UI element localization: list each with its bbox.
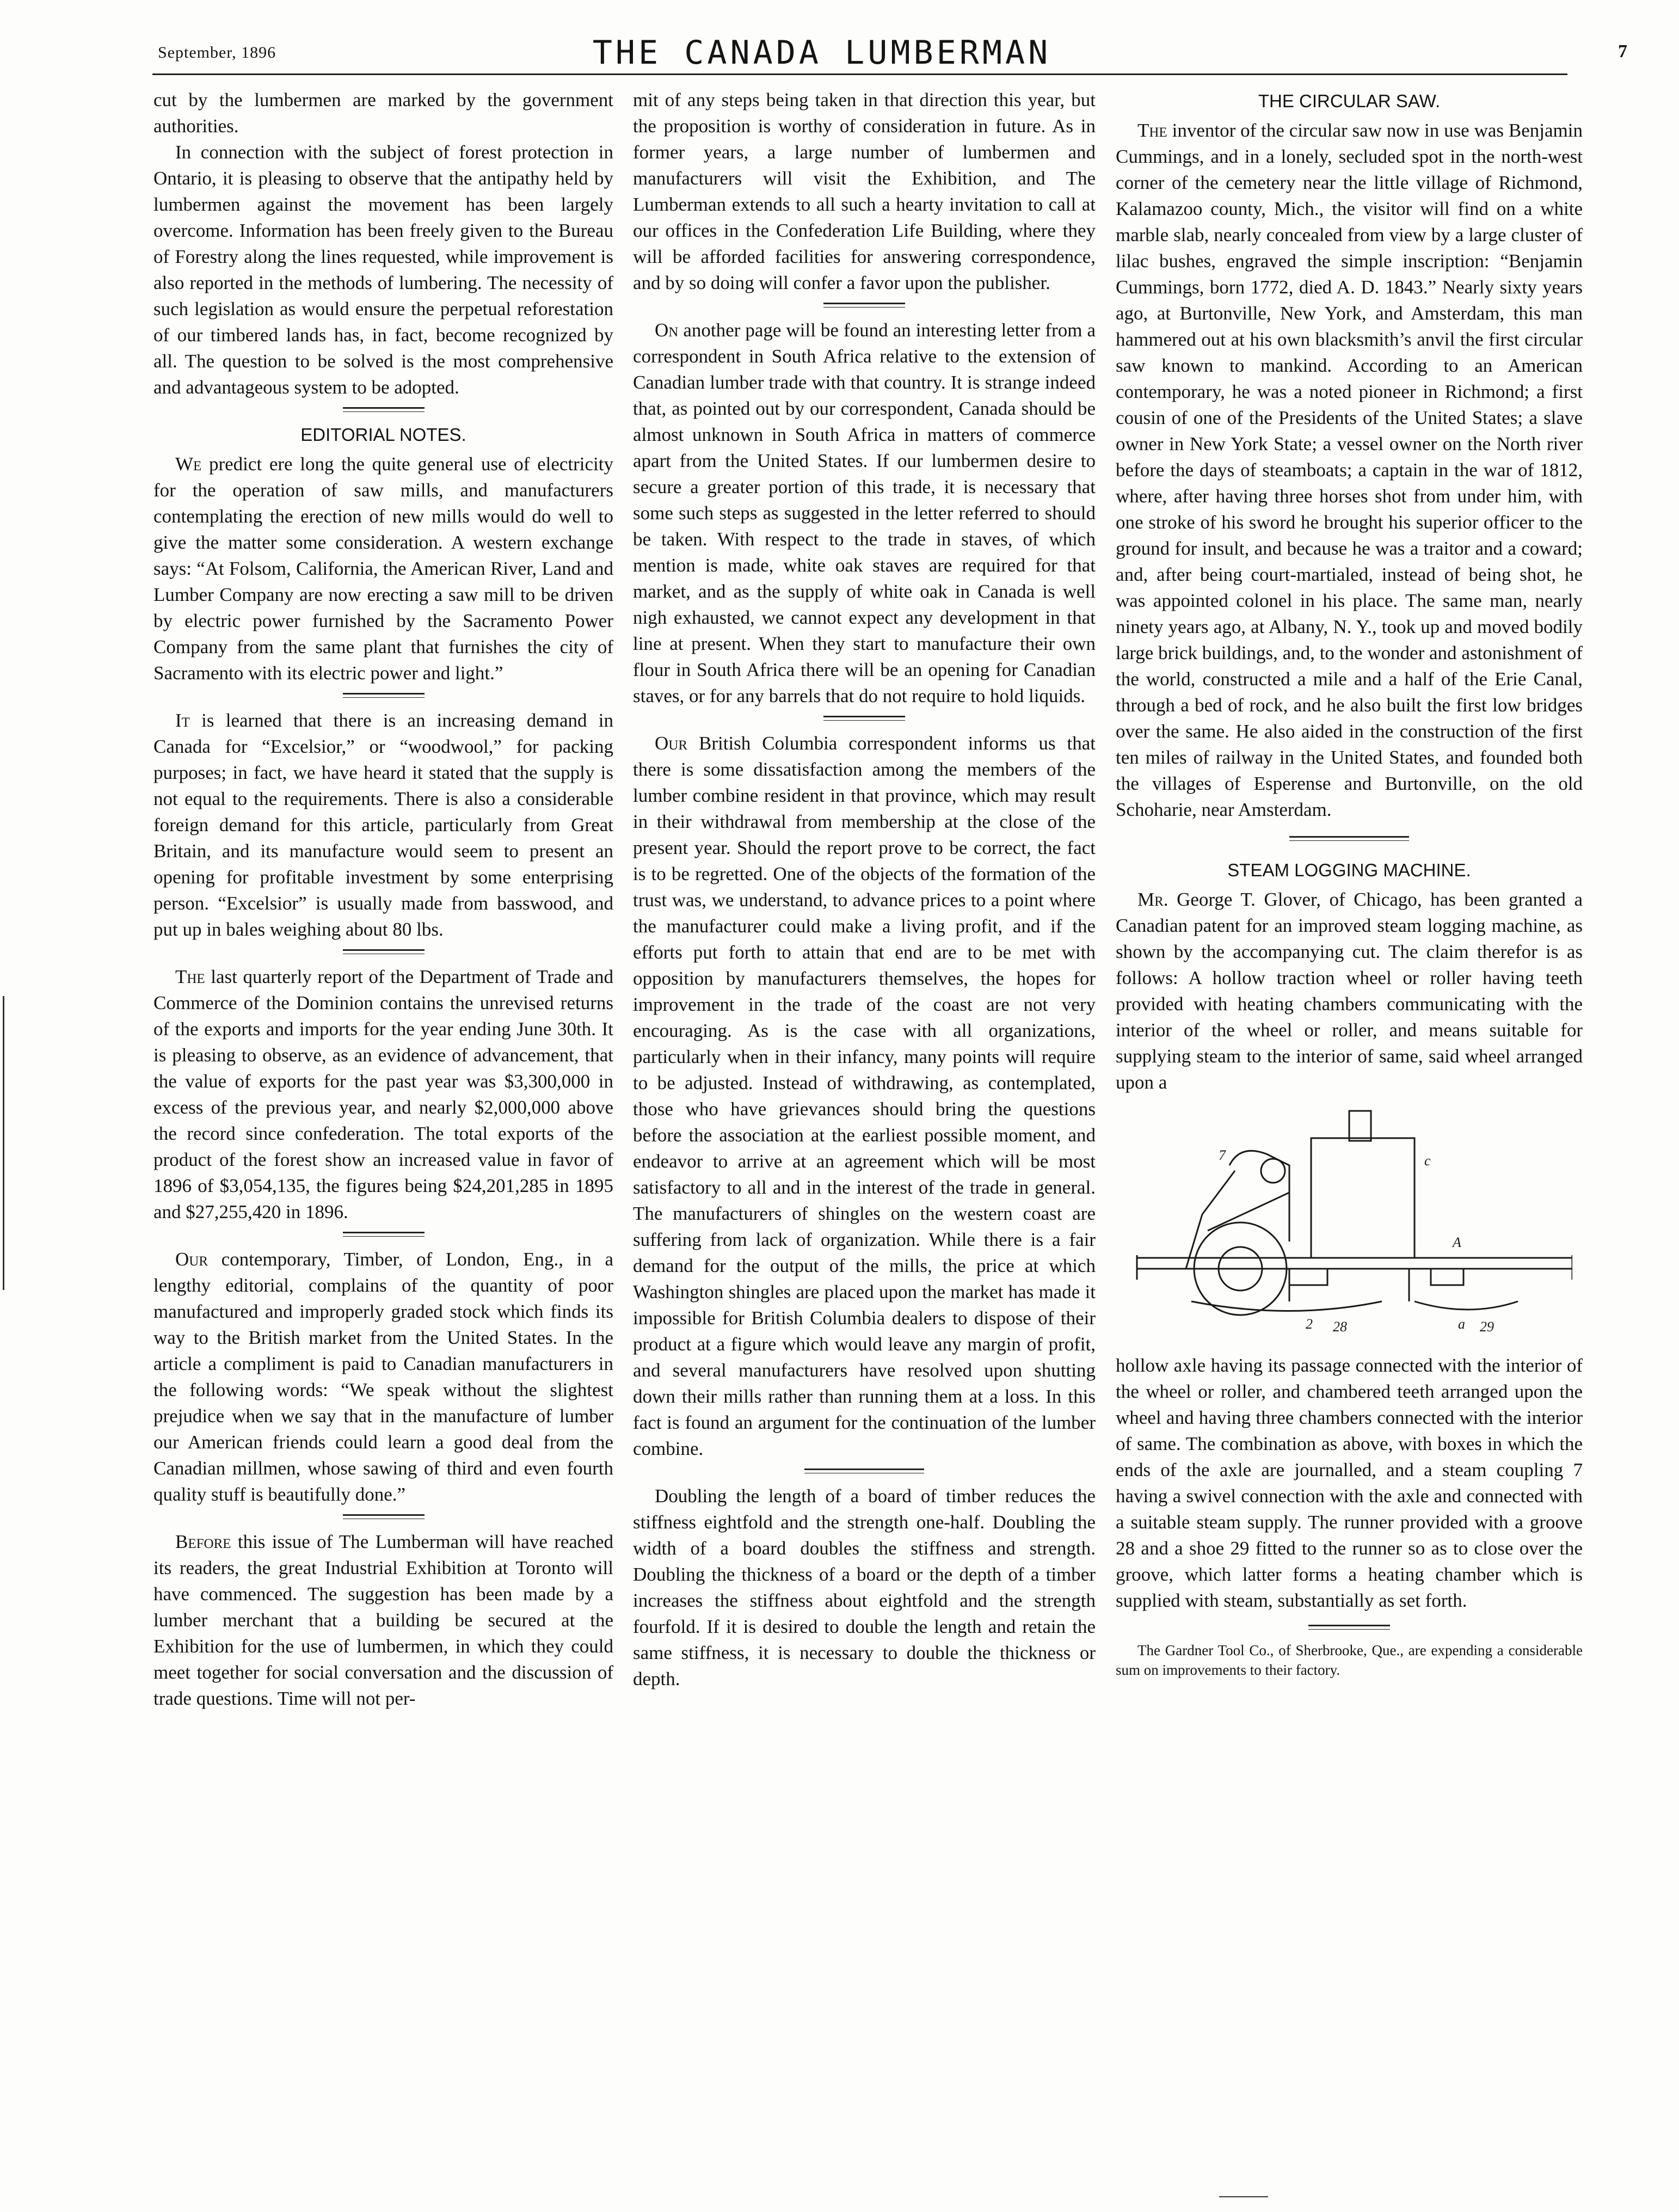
- figure-label: c: [1424, 1153, 1431, 1169]
- publication-title: THE CANADA LUMBERMAN: [592, 34, 1051, 72]
- figure-label: a: [1458, 1316, 1465, 1332]
- forest-protection-paragraph: In connection with the subject of forest protection in Ontario, it is pleasing to observe that the antipathy held by lumbermen against the movement has been largely overcome. Information has been freely given to the Bureau of Forestry along the lines requested, while improvement is also reported in the methods of lumbering. The necessity of such legislation as would ensure the perpetual reforestation of our timbered lands has, in fact, become recognized by all. The question to be solved is the most comprehensive and advantageous system to be adopted.: [153, 142, 613, 398]
- steam-logging-paragraph: Mr. George T. Glover, of Chicago, has been granted a Canadian patent for an improved steam logging machine, as shown by the accompanying cut. The claim therefor is as follows: A hollow traction wheel or roller having teeth provided with heating chambers communicating with the interior of the wheel or roller, and means suitable for supplying steam to the interior of same, said wheel arranged upon a: [1116, 889, 1583, 1093]
- section-divider: [804, 1468, 924, 1473]
- board-stiffness-paragraph: Doubling the length of a board of timber reduces the stiffness eightfold and the strength one-half. Doubling the width of a board doubles the stiffness and strength. Doubling the thickness of a board or the depth of a timber increases the stiffness about eightfold and the strength fourfold. If it is desired to double the length and retain the same stiffness, it is necessary to double the thickness or depth.: [633, 1485, 1096, 1689]
- excelsior-paragraph: It is learned that there is an increasing demand in Canada for “Excelsior,” or “woodwool,” for packing purposes; in fact, we have heard it stated that the supply is not equal to the requirements. There is also a considerable foreign demand for this article, particularly from Great Britain, and its manufacture would seem to present an opening for profitable investment by some enterprising person. “Excelsior” is usually made from basswood, and put up in bales weighing about 80 lbs.: [153, 710, 613, 940]
- section-divider: [343, 949, 425, 954]
- exhibition-paragraph: Before this issue of The Lumberman will have reached its readers, the great Industrial Exhibition at Toronto will have commenced. The suggestion has been made by a lumber merchant that a building be secured at the Exhibition for the use of lumbermen, in which they could meet together for social conversation and the discussion of trade questions. Time will not per-: [153, 1531, 613, 1709]
- section-divider: [343, 1232, 425, 1237]
- circular-saw-heading: THE CIRCULAR SAW.: [1258, 91, 1441, 111]
- steam-logging-machine-illustration: [1126, 1105, 1572, 1345]
- british-columbia-paragraph: Our British Columbia correspondent informs us that there is some dissatisfaction among the members of the lumber combine resident in that province, which may result in their withdrawal from membership at the close of the present year. Should the report prove to be correct, the fact is to be regretted. One of the objects of the formation of the trust was, we understand, to advance prices to a point where the manufacturer could make a living profit, and if the efforts put forth to attain that end are to be met with opposition by manufacturers themselves, the hopes for improvement in the trade of the coast are not very encouraging. As is the case with all organizations, particularly when in their infancy, many points will require to be adjusted. Instead of withdrawing, as contemplated, those who have grievances should bring the questions before the association at the earliest possible moment, and endeavor to arrive at an agreement which will be most satisfactory to all and in the interest of the trade in general. The manufacturers of shingles on the western coast are suffering from lack of organization. While there is a fair demand for the output of the mills, the price at which Washington shingles are placed upon the market has made it impossible for British Columbia dealers to dispose of their product at a figure which would leave any margin of profit, and several manufacturers have resolved upon shutting down their mills rather than running them at a loss. In this fact is found an argument for the continuation of the lumber combine.: [633, 733, 1096, 1459]
- steam-logging-continued: hollow axle having its passage connected with the interior of the wheel or roller, and chambered teeth arranged upon the wheel and having three chambers connected with the interior of same. The combination as above, with boxes in which the ends of the axle are journalled, and a steam coupling 7 having a swivel connection with the axle and connected with a suitable steam supply. The runner provided with a groove 28 and a shoe 29 fitted to the runner so as to close over the groove, which latter forms a heating chamber which is supplied with steam, substantially as set forth.: [1116, 1355, 1583, 1611]
- column-2: [633, 87, 1096, 1692]
- figure-label: 29: [1480, 1319, 1494, 1335]
- section-divider: [343, 407, 425, 412]
- figure-label: A: [1453, 1234, 1461, 1250]
- section-divider: [1289, 836, 1409, 841]
- circular-saw-paragraph: The inventor of the circular saw now in use was Benjamin Cummings, and in a lonely, secluded spot in the north-west corner of the cemetery near the little village of Richmond, Kalamazoo county, Mich., the visitor will find on a white marble slab, nearly concealed from view by a large cluster of lilac bushes, engraved the simple inscription: “Benjamin Cummings, born 1772, died A. D. 1843.” Nearly sixty years ago, at Burtonville, New York, and Amsterdam, this man hammered out at his own blacksmith’s anvil the first circular saw known to mankind. According to an American contemporary, he was a noted pioneer in Richmond; a first cousin of one of the Presidents of the United States; a slave owner in New York State; a vessel owner on the North river before the days of steamboats; a captain in the war of 1812, where, after having three horses shot from under him, with one stroke of his sword he brought his superior officer to the ground for insult, and because he was a traitor and a coward; and, after being court-martialed, instead of being shot, he was appointed colonel in his place. The same man, nearly ninety years ago, at Albany, N. Y., took up and moved bodily large brick buildings, and, to the wonder and astonishment of the world, constructed a mile and a half of the Erie Canal, through a bed of rock, and he also built the first low bridges over the same. He also aided in the construction of the first ten miles of railway in the United States, and founded both the villages of Esperense and Burtonville, on the old Schoharie, near Amsterdam.: [1116, 120, 1583, 820]
- column-3: [1116, 87, 1583, 1680]
- scan-edge-mark: [3, 996, 4, 1290]
- footer-mark: [1219, 2196, 1268, 2197]
- masthead: [49, 34, 1633, 72]
- issue-date: September, 1896: [158, 44, 276, 62]
- column-1: [153, 87, 613, 1712]
- steam-logging-heading: STEAM LOGGING MACHINE.: [1227, 860, 1471, 880]
- timber-editorial-paragraph: Our contemporary, Timber, of London, Eng., in a lengthy editorial, complains of the quantity of poor manufactured and improperly graded stock which finds its way to the British market from the United States. In the article a compliment is paid to Canadian manufacturers in the following words: “We speak without the slightest prejudice when we say that in the manufacture of lumber our American friends could learn a good deal from the Canadian millmen, whose sawing of third and even fourth quality stuff is beautifully done.”: [153, 1249, 613, 1505]
- page-number: 7: [1618, 41, 1627, 62]
- gardner-tool-note: The Gardner Tool Co., of Sherbrooke, Que., are expending a considerable sum on improvements to their factory.: [1116, 1642, 1583, 1678]
- section-divider: [1308, 1625, 1390, 1630]
- section-divider: [343, 1514, 425, 1519]
- editorial-notes-heading: EDITORIAL NOTES.: [300, 425, 466, 445]
- figure-label: 2: [1306, 1316, 1313, 1332]
- forest-protection-continued: cut by the lumbermen are marked by the government authorities.: [153, 89, 613, 137]
- section-divider: [343, 693, 425, 698]
- exhibition-continued: mit of any steps being taken in that direction this year, but the proposition is worthy of consideration in future. As in former years, a large number of lumbermen and manufacturers will visit the Exhibition, and The Lumberman extends to all such a hearty invitation to call at our offices in the Confederation Life Building, where they will be afforded facilities for answering correspondence, and by so doing will confer a favor upon the publisher.: [633, 89, 1096, 293]
- figure-label: 7: [1219, 1147, 1226, 1163]
- exports-paragraph: The last quarterly report of the Department of Trade and Commerce of the Dominion contains the unrevised returns of the exports and imports for the year ending June 30th. It is pleasing to observe, as an evidence of advancement, that the value of exports for the past year was $3,300,000 in excess of the previous year, and nearly $2,000,000 above the record since confederation. The total exports of the product of the forest show an increased value in favor of 1896 of $3,054,135, the figures being $24,201,285 in 1895 and $27,255,420 in 1896.: [153, 966, 613, 1222]
- electricity-paragraph: We predict ere long the quite general use of electricity for the operation of saw mills, and manufacturers contemplating the erection of new mills would do well to give the matter some consideration. A western exchange says: “At Folsom, California, the American River, Land and Lumber Company are now erecting a saw mill to be driven by electric power furnished by the Sacramento Power Company from the same plant that furnishes the city of Sacramento with its electric power and light.”: [153, 453, 613, 684]
- figure-label: 28: [1333, 1319, 1347, 1335]
- south-africa-paragraph: On another page will be found an interesting letter from a correspondent in South Africa relative to the extension of Canadian lumber trade with that country. It is strange indeed that, as pointed out by our correspondent, Canada should be almost unknown in South Africa in matters of commerce apart from the United States. If our lumbermen desire to secure a greater portion of this trade, it is necessary that some such steps as suggested in the letter referred to should be taken. With respect to the trade in staves, of which mention is made, white oak staves are required for that market, and as the supply of white oak in Canada is well nigh exhausted, we cannot expect any development in that line at present. When they start to manufacture their own flour in South Africa there will be an opening for Canadian staves, or for any barrels that do not require to hold liquids.: [633, 319, 1096, 706]
- section-divider: [823, 303, 905, 308]
- header-rule: [152, 73, 1567, 75]
- section-divider: [823, 716, 905, 721]
